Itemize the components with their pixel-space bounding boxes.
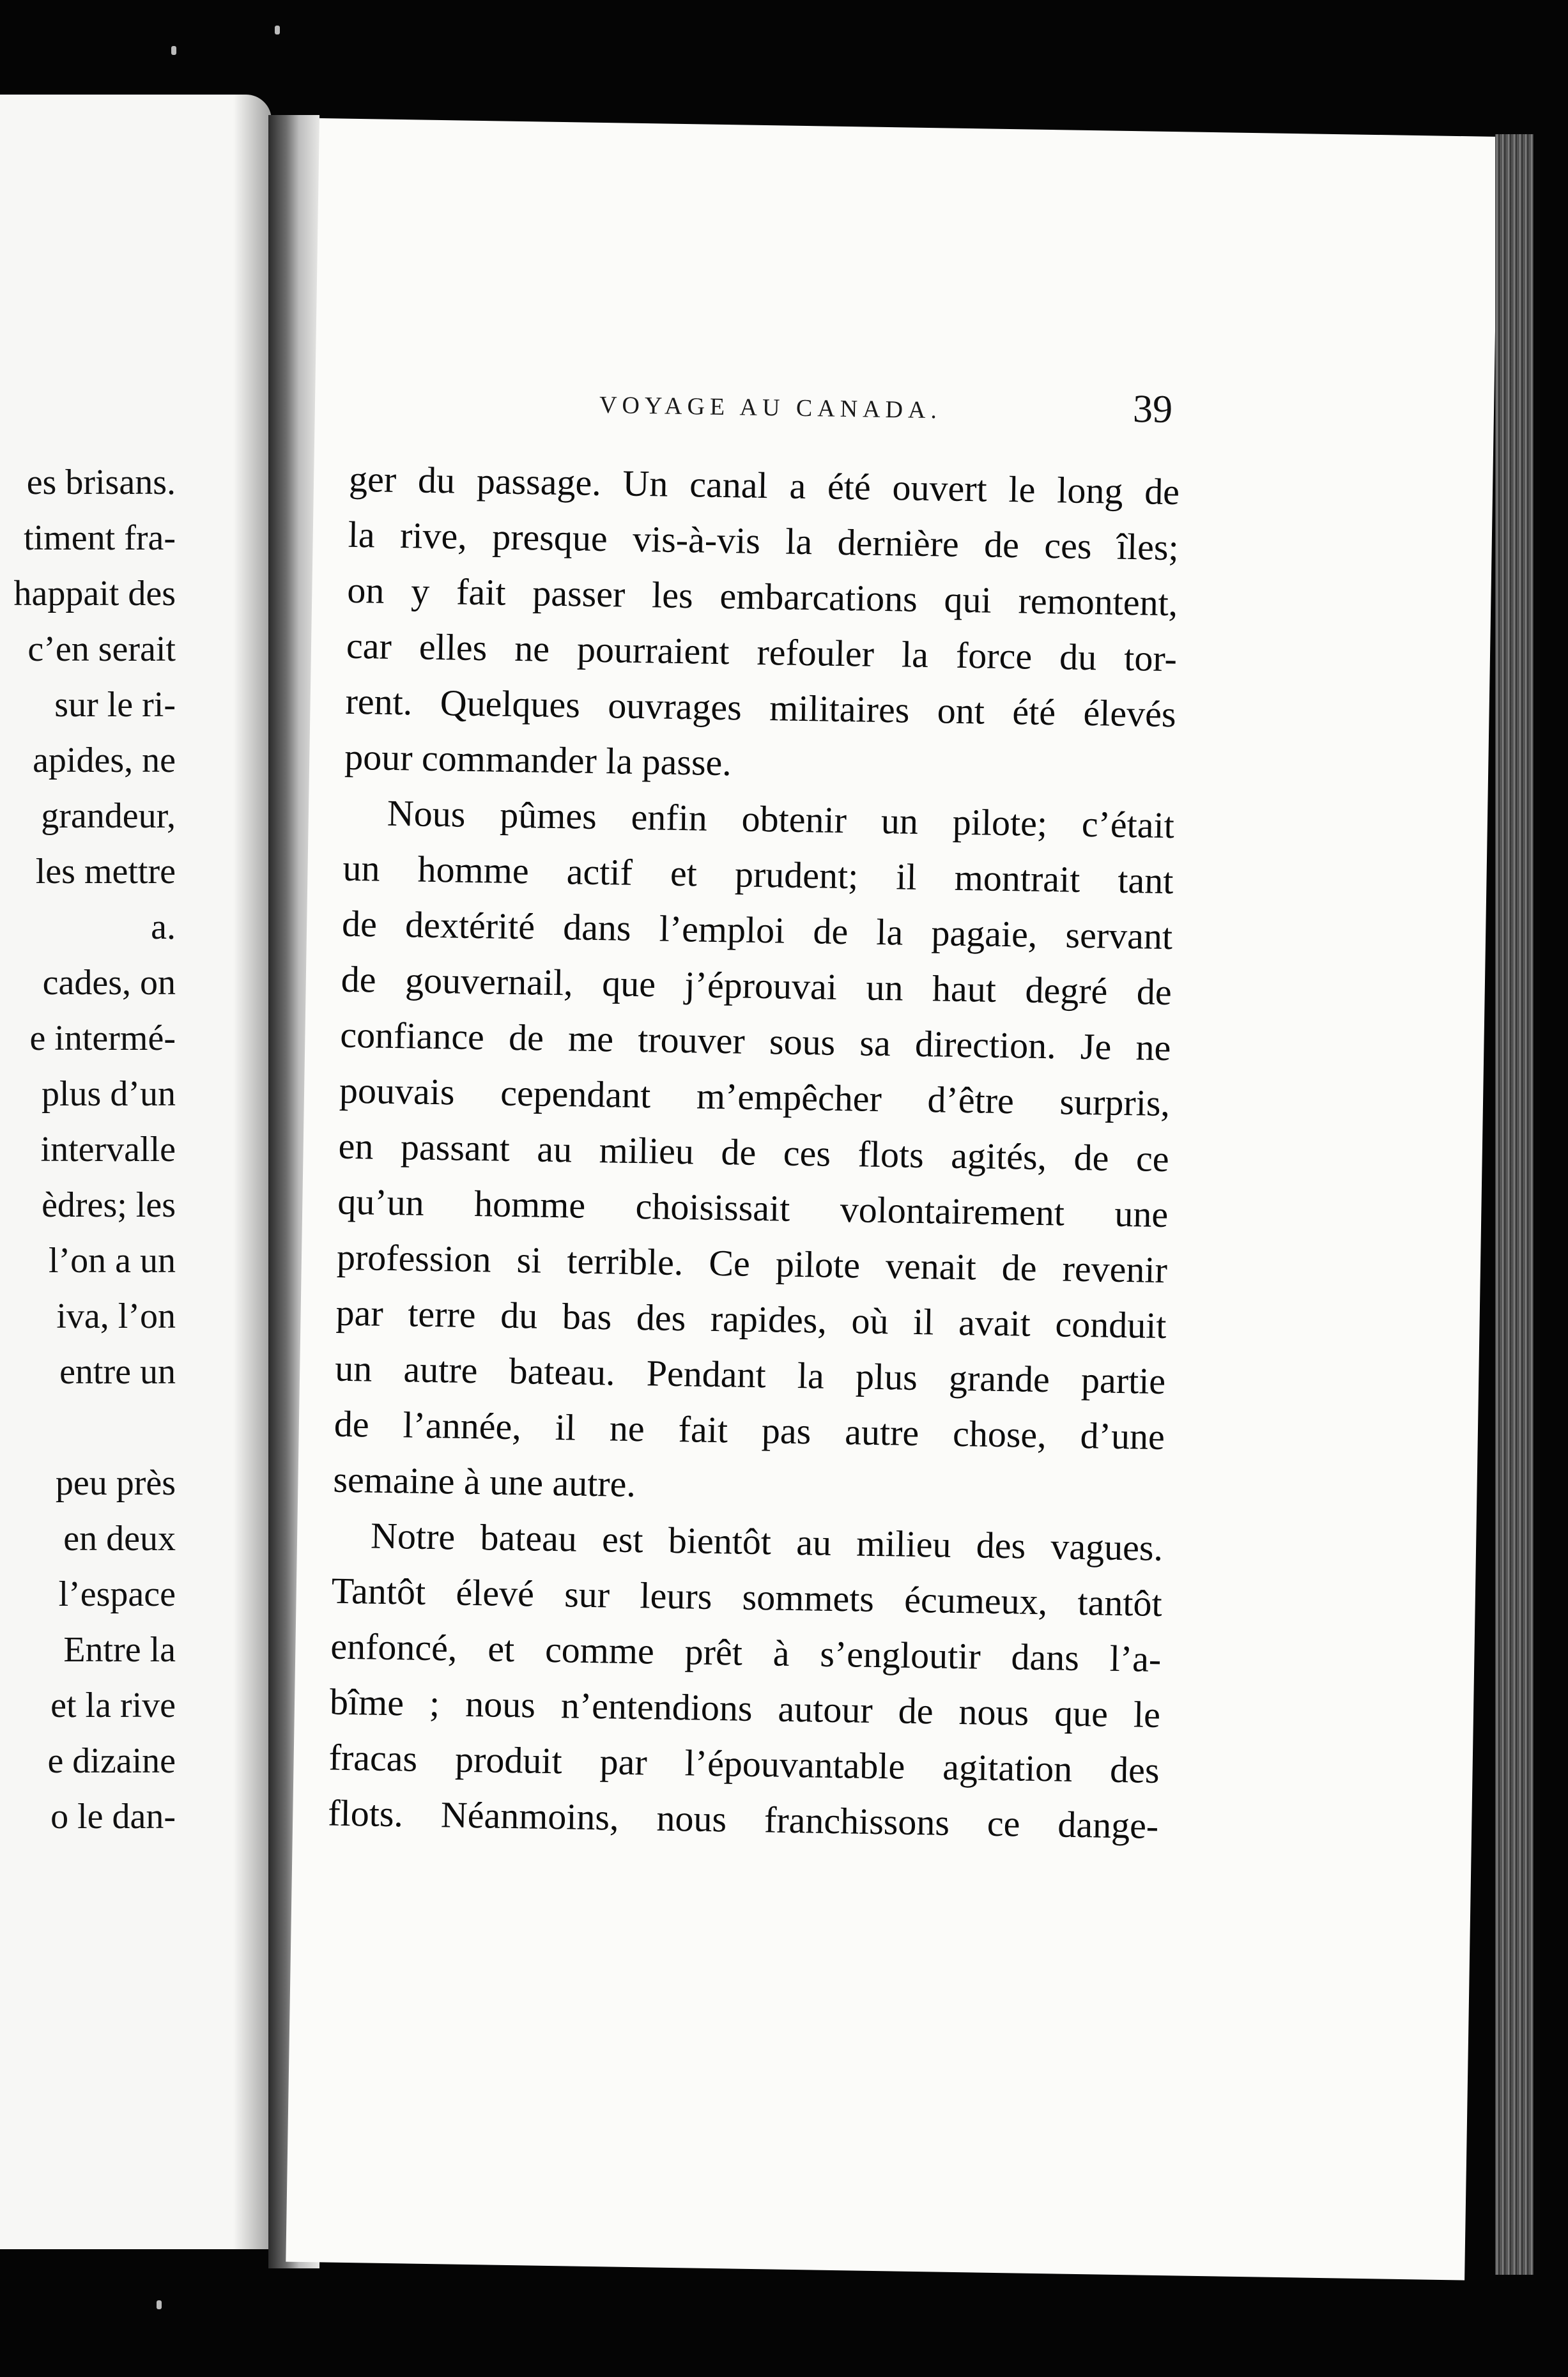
text-line: pouvais cependant m’empêcher d’être surpris,: [339, 1069, 1171, 1125]
text-line: profession si terrible. Ce pilote venait de revenir: [336, 1236, 1168, 1291]
left-page-line: intervalle: [40, 1130, 176, 1169]
text-line: on y fait passer les embarcations qui remontent,: [346, 569, 1178, 624]
page-body-text: [328, 451, 1180, 1854]
left-page-line: l’on a un: [48, 1241, 176, 1281]
left-page-line: e dizaine: [47, 1741, 176, 1781]
left-page-line: es brisans.: [26, 463, 176, 502]
text-line: confiance de me trouver sous sa direction. Je ne: [339, 1013, 1171, 1069]
paragraph-first-line: Nous pûmes enfin obtenir un pilote; c’était: [387, 792, 1175, 847]
left-page-line: timent fra-: [24, 518, 176, 558]
text-line: qu’un homme choisissait volontairement une: [337, 1180, 1169, 1236]
scan-speck: [171, 46, 176, 55]
scan-speck: [157, 2300, 162, 2309]
left-facing-page: [0, 95, 272, 2249]
text-line: de gouvernail, que j’éprouvai un haut degré de: [341, 958, 1172, 1013]
left-page-line: o le dan-: [50, 1797, 176, 1836]
left-page-line: plus d’un: [42, 1074, 176, 1114]
text-line: semaine à une autre.: [333, 1458, 636, 1505]
text-line: Tantôt élevé sur leurs sommets écumeux, tantôt: [331, 1569, 1163, 1624]
text-line: car elles ne pourraient refouler la force du tor-: [346, 624, 1178, 680]
left-page-line: Entre la: [63, 1630, 176, 1670]
left-page-line: les mettre: [35, 852, 176, 891]
running-head: VOYAGE AU CANADA.: [599, 391, 942, 424]
left-page-line: e intermé-: [29, 1019, 176, 1058]
scan-speck: [275, 26, 280, 35]
page-block-edge: [1495, 134, 1533, 2275]
left-page-line: sur le ri-: [54, 685, 176, 725]
text-line: de l’année, il ne fait pas autre chose, d’une: [334, 1403, 1165, 1458]
text-line: enfoncé, et comme prêt à s’engloutir dans l’a-: [330, 1625, 1162, 1680]
left-page-gutter-shadow: [233, 95, 272, 2249]
left-page-line: l’espace: [58, 1574, 176, 1614]
text-line: ger du passage. Un canal a été ouvert le long de: [348, 458, 1180, 513]
left-page-line: peu près: [55, 1463, 176, 1503]
text-line: un autre bateau. Pendant la plus grande partie: [334, 1347, 1166, 1403]
text-line: bîme ; nous n’entendions autour de nous que le: [329, 1681, 1161, 1735]
page-number: 39: [1132, 387, 1173, 432]
text-line: par terre du bas des rapides, où il avait conduit: [335, 1291, 1167, 1347]
left-page-line: happait des: [13, 574, 176, 613]
text-line: un homme actif et prudent; il montrait tant: [342, 847, 1174, 902]
text-line: rent. Quelques ouvrages militaires ont été élevés: [345, 680, 1177, 735]
text-line: de dextérité dans l’emploi de la pagaie, servant: [341, 902, 1173, 958]
left-page-line: èdres; les: [42, 1185, 176, 1225]
left-page-line: c’en serait: [27, 629, 176, 669]
text-line: flots. Néanmoins, nous franchissons ce dange-: [327, 1792, 1159, 1847]
left-page-line: a.: [151, 907, 176, 947]
text-line: la rive, presque vis-à-vis la dernière de ces îles;: [348, 513, 1180, 569]
text-line: pour commander la passe.: [344, 735, 732, 784]
paragraph-first-line: Notre bateau est bientôt au milieu des vagues.: [370, 1514, 1164, 1569]
left-page-line: en deux: [63, 1519, 176, 1558]
right-main-page: [286, 118, 1498, 2281]
left-page-line: entre un: [59, 1352, 176, 1392]
text-line: fracas produit par l’épouvantable agitation des: [328, 1736, 1160, 1791]
text-line: en passant au milieu de ces flots agités, de ce: [338, 1125, 1170, 1180]
left-page-line: grandeur,: [41, 796, 176, 836]
left-page-line: cades, on: [42, 963, 176, 1003]
left-page-line: apides, ne: [33, 741, 176, 780]
left-page-line: iva, l’on: [56, 1296, 176, 1336]
left-page-line: et la rive: [50, 1686, 176, 1725]
